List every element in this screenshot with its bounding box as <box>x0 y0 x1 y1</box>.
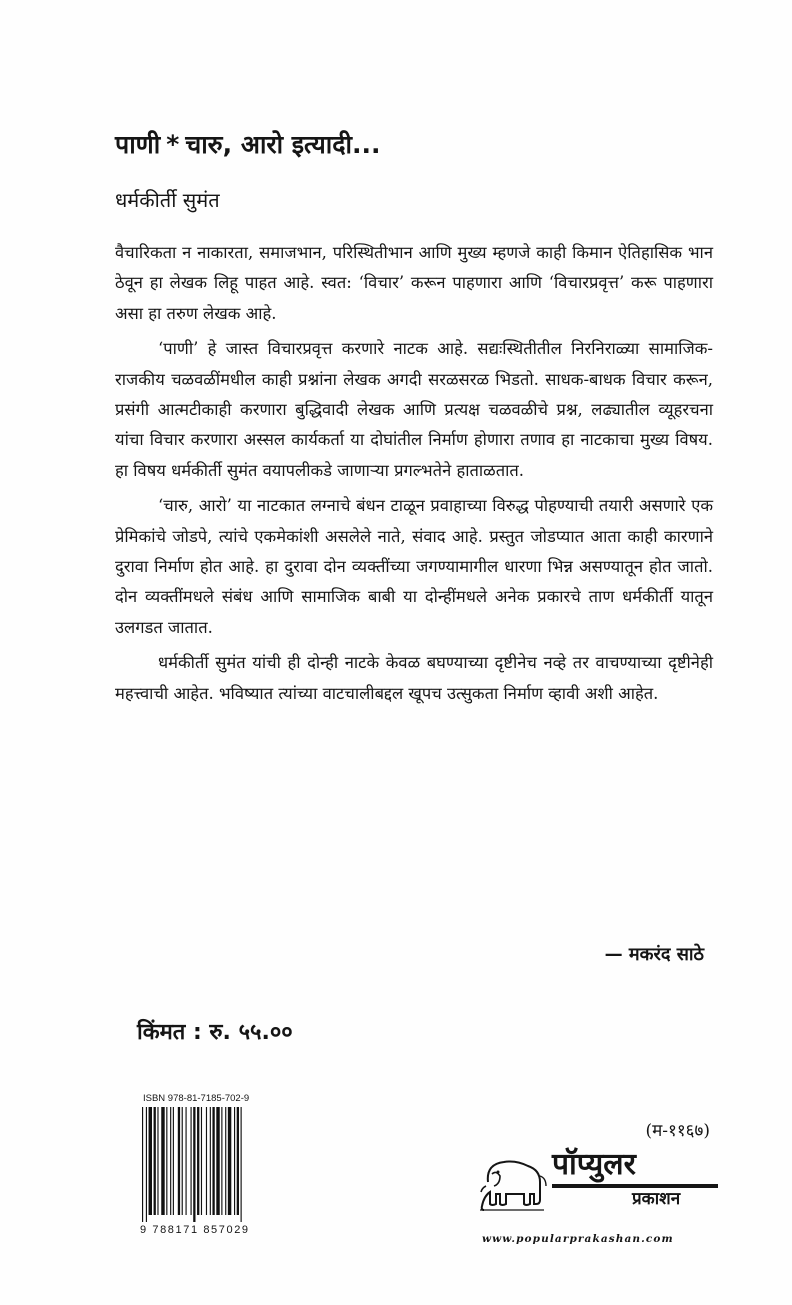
publisher-website: www.popularprakashan.com <box>482 1233 674 1245</box>
blurb-paragraph-1: वैचारिकता न नाकारता, समाजभान, परिस्थितीभान आणि मुख्य म्हणजे काही किमान ऐतिहासिक भान ठेवून हा लेखक लिहू पाहत आहे. स्वत: ‘विचार’ करून पाहणारा आणि ‘विचारप्रवृत्त’ करू पाहणारा असा हा तरुण लेखक आहे. <box>115 243 713 323</box>
blurb-paragraph-4: धर्मकीर्ती सुमंत यांची ही दोन्ही नाटके केवळ बघण्याच्या दृष्टीनेच नव्हे तर वाचण्याच्या दृष्टीनेही महत्त्वाची आहेत. भविष्यात त्यांच्या वाटचालीबद्दल खूपच उत्सुकता निर्माण व्हावी अशी आहेत. <box>115 653 713 703</box>
publisher-subtitle: प्रकाशन <box>632 1189 681 1209</box>
blurb-paragraph-2: ‘पाणी’ हे जास्त विचारप्रवृत्त करणारे नाटक आहे. सद्यःस्थितीतील निरनिराळ्या सामाजिक-राजकीय चळवळींमधील काही प्रश्नांना लेखक अगदी सरळसरळ भिडतो. साधक-बाधक विचार करून, प्रसंगी आत्मटीकाही करणारा बुद्धिवादी लेखक आणि प्रत्यक्ष चळवळीचे प्रश्न, लढ्यातील व्यूहरचना यांचा विचार करणारा अस्सल कार्यकर्ता या दोघांतील निर्माण होणारा तणाव हा नाटकाचा मुख्य विषय. हा विषय धर्मकीर्ती सुमंत वयापलीकडे जाणाऱ्या प्रगल्भतेने हाताळतात. <box>115 339 713 480</box>
catalog-code: (म-११६७) <box>645 1121 710 1141</box>
title-part-1: पाणी <box>115 130 161 159</box>
title-separator-star: * <box>166 130 180 159</box>
blurb-text <box>115 238 713 714</box>
barcode-digits: 9 788171 857029 <box>140 1224 250 1236</box>
publisher-name: पॉप्युलर <box>552 1147 636 1182</box>
price-label: किंमत : रु. ५५.०० <box>137 1020 293 1045</box>
isbn-label: ISBN 978-81-7185-702-9 <box>143 1093 250 1104</box>
elephant-logo-icon <box>478 1152 550 1214</box>
book-title <box>115 128 381 162</box>
reviewer-signature: — मकरंद साठे <box>604 944 704 965</box>
publisher-logo <box>478 1148 718 1228</box>
blurb-paragraph-3: ‘चारु, आरो’ या नाटकात लग्नाचे बंधन टाळून प्रवाहाच्या विरुद्ध पोहण्याची तयारी असणारे एक प्रेमिकांचे जोडपे, त्यांचे एकमेकांशी असलेले नाते, संवाद आहे. प्रस्तुत जोडप्यात आता काही कारणाने दुरावा निर्माण होत आहे. हा दुरावा दोन व्यक्तींच्या जगण्यामागील धारणा भिन्न असण्यातून होत जातो. दोन व्यक्तींमधले संबंध आणि सामाजिक बाबी या दोन्हींमधले अनेक प्रकारचे ताण धर्मकीर्ती यातून उलगडत जातात. <box>115 496 713 637</box>
barcode-icon <box>140 1107 295 1222</box>
author-name: धर्मकीर्ती सुमंत <box>115 188 220 212</box>
title-part-2: चारु, आरो इत्यादी... <box>185 130 381 159</box>
